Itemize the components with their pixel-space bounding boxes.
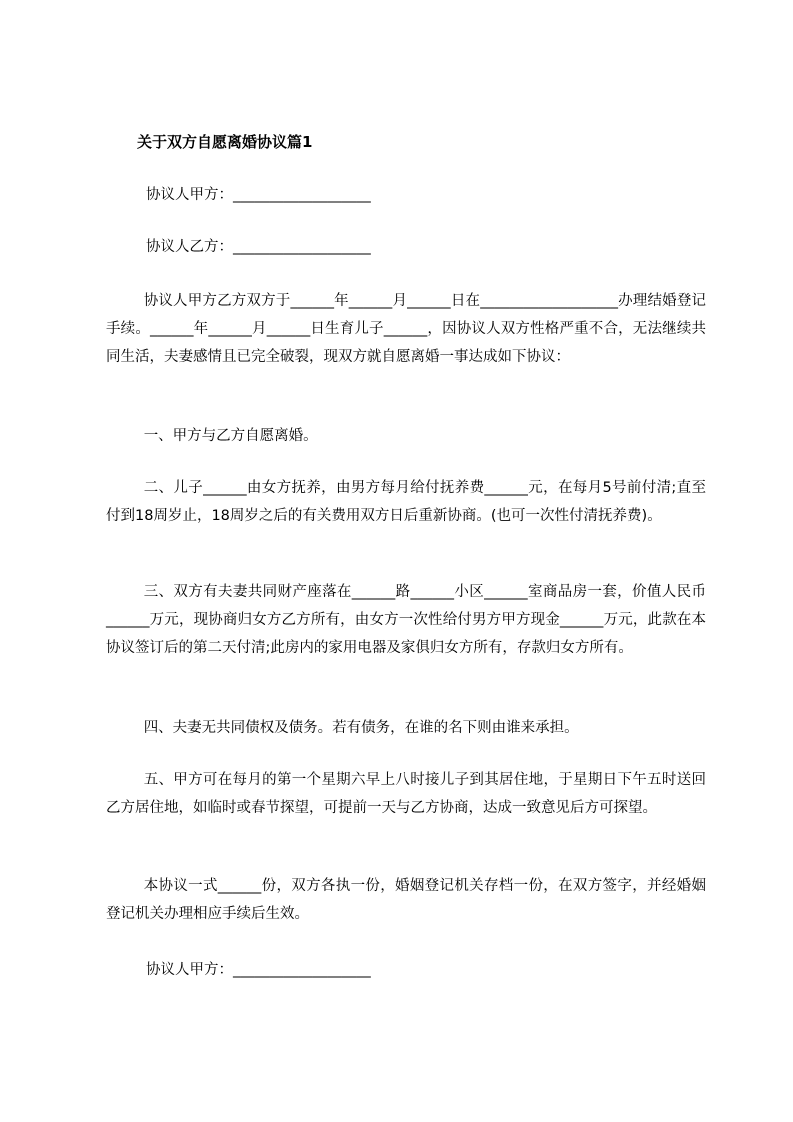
clause-3: 三、双方有夫妻共同财产座落在______路______小区______室商品房一套，价值人民币______万元，现协商归女方乙方所有，由女方一次性给付男方甲方现金______万元，此款在本协议签订后的第二天付清;此房内的家用电器及家俱归女方所有，存款归女方所有。 xyxy=(106,584,706,656)
party-b-line: 协议人乙方：___________________ xyxy=(146,239,371,255)
clause-1: 一、甲方与乙方自愿离婚。 xyxy=(143,428,318,444)
clause-4: 四、夫妻无共同债权及债务。若有债务，在谁的名下则由谁来承担。 xyxy=(143,720,579,736)
intro-paragraph: 协议人甲方乙方双方于______年______月______日在___________________办理结婚登记手续。______年______月______日生育儿子______，因协议人双方性格严重不合，无法继续共同生活，夫妻感情且已完全破裂，现双方就自愿离婚一事达成如下协议： xyxy=(106,293,706,365)
clause-5: 五、甲方可在每月的第一个星期六早上八时接儿子到其居住地，于星期日下午五时送回乙方居住地，如临时或春节探望，可提前一天与乙方协商，达成一致意见后方可探望。 xyxy=(106,772,706,816)
party-a-sign-line: 协议人甲方：___________________ xyxy=(146,962,371,978)
document-title: 关于双方自愿离婚协议篇1 xyxy=(137,133,313,151)
party-a-line: 协议人甲方：___________________ xyxy=(146,187,371,203)
copies-paragraph: 本协议一式______份，双方各执一份，婚姻登记机关存档一份，在双方签字，并经婚姻登记机关办理相应手续后生效。 xyxy=(106,878,706,922)
clause-2: 二、儿子______由女方抚养，由男方每月给付抚养费______元，在每月5号前付清;直至付到18周岁止，18周岁之后的有关费用双方日后重新协商。(也可一次性付清抚养费)。 xyxy=(106,480,706,524)
